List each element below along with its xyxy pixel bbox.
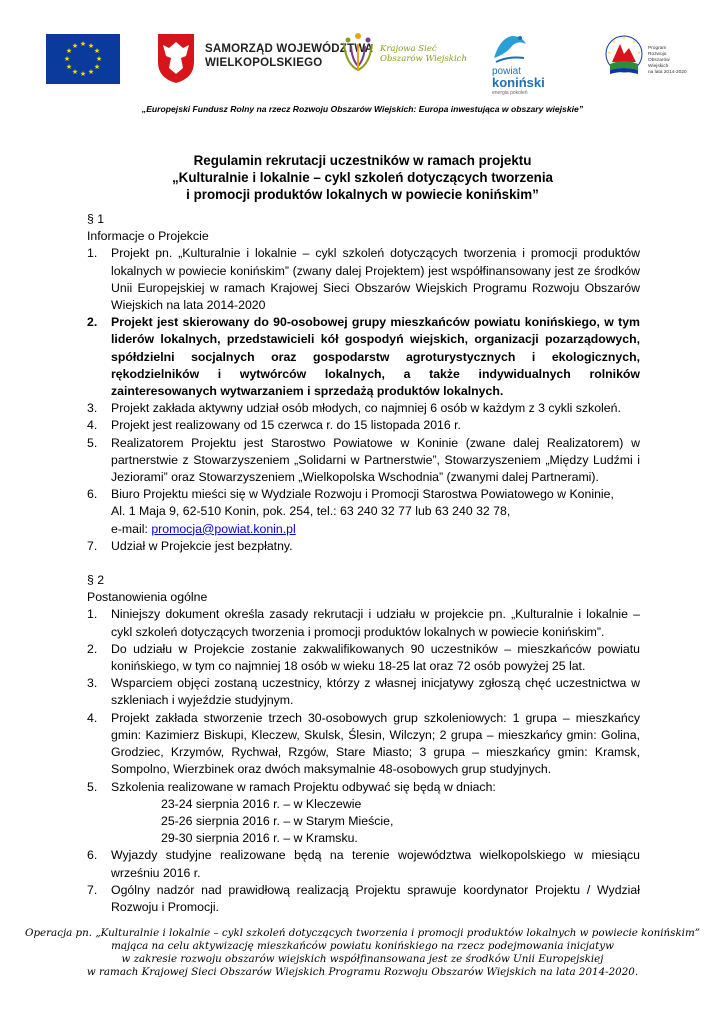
ksow-logo-text <box>380 44 467 64</box>
email-label: e-mail: <box>111 521 152 536</box>
list-item: 7. Udział w Projekcie jest bezpłatny. <box>87 538 293 553</box>
footer-line2: mająca na celu aktywizację mieszkańców powiatu konińskiego na rzecz podejmowania inicjatyw <box>111 940 614 952</box>
ksow-logo-icon <box>338 30 378 76</box>
eafrd-motto: „Europejski Fundusz Rolny na rzecz Rozwoju Obszarów Wiejskich: Europa inwestująca w obszary wiejskie” <box>141 104 584 114</box>
prow-logo-text <box>648 46 687 76</box>
ksow-line1: Krajowa Sieć <box>380 44 437 54</box>
list-item: 2. Projekt jest skierowany do 90-osobowej grupy mieszkańców powiatu konińskiego, w tym liderów lokalnych, przedstawicieli kół gospodyń wiejskich, organizacji pozarządowych, spółdzielni socjalnych oraz gospodarstw agroturystycznych i ekologicznych, rękodzielników i wytwórców lokalnych, a także indywidualnych rolników zainteresowanych wytwarzaniem i sprzedażą produktów lokalnych. <box>87 315 640 399</box>
list-item: 3. Wsparciem objęci zostaną uczestnicy, którzy z własnej inicjatywy zgłoszą chęć uczestnictwa w szkleniach i wyjeździe studyjnym. <box>87 676 640 708</box>
svg-text:★: ★ <box>637 50 641 55</box>
konin-line2: koniński <box>492 75 545 90</box>
eu-flag-logo <box>46 34 120 84</box>
list-item: 5. Szkolenia realizowane w ramach Projektu odbywać się będą w dniach: 23-24 sierpnia 2016 r. – w Kleczewie 25-26 sierpnia 2016 r. – w Starym Mieście, 29-30 sierpnia 2016 r. – w Kramsku. <box>87 779 640 848</box>
konin-line1: powiat <box>492 66 521 77</box>
list-item: 1. Niniejszy dokument określa zasady rekrutacji i udziału w projekcie pn. „Kulturalnie i lokalnie – cykl szkoleń dotyczących tworzenia i promocji produktów lokalnych w powiecie konińskim”. <box>87 607 640 639</box>
svg-text:★: ★ <box>622 35 626 40</box>
prow-line4: Wiejskich <box>648 64 669 69</box>
section1-list <box>87 245 640 555</box>
powiat-koninski-logo-icon <box>490 32 530 64</box>
prow-line2: Rozwoju <box>648 52 667 57</box>
office-address: Al. 1 Maja 9, 62-510 Konin, pok. 254, tel.: 63 240 32 77 lub 63 240 32 78, <box>111 504 511 519</box>
svg-text:★: ★ <box>87 42 95 50</box>
section2-heading: Postanowienia ogólne <box>87 590 208 605</box>
prow-line3: Obszarów <box>648 58 670 63</box>
svg-text:★: ★ <box>95 55 103 63</box>
svg-text:★: ★ <box>63 55 71 63</box>
email-link[interactable]: promocja@powiat.konin.pl <box>151 521 296 536</box>
list-item: 7. Ogólny nadzór nad prawidłową realizacją Projektu sprawuje koordynator Projektu / Wydział Rozwoju i Promocji. <box>87 882 640 914</box>
training-date: 25-26 sierpnia 2016 r. – w Starym Mieście, <box>161 813 394 828</box>
svg-text:★: ★ <box>65 63 73 71</box>
ksow-line2: Obszarów Wiejskich <box>380 54 467 64</box>
samorzad-line1: SAMORZĄD WOJEWÓDZTWA <box>205 43 374 55</box>
powiat-koninski-logo-text <box>492 66 545 99</box>
list-item: 3. Projekt zakłada aktywny udział osób młodych, co najmniej 6 osób w każdym z 3 cykli szkoleń. <box>87 401 621 416</box>
svg-text:★: ★ <box>71 68 79 76</box>
title-line3: i promocji produktów lokalnych w powiecie konińskim” <box>186 187 539 202</box>
training-date: 23-24 sierpnia 2016 r. – w Kleczewie <box>161 796 362 811</box>
prow-line5: na lata 2014-2020 <box>648 70 687 75</box>
wielkopolska-eagle-icon <box>156 32 196 84</box>
list-item: 4. Projekt jest realizowany od 15 czerwca r. do 15 listopada 2016 r. <box>87 418 461 433</box>
section1-heading: Informacje o Projekcie <box>87 229 209 244</box>
footer-line3: w zakresie rozwoju obszarów wiejskich współfinansowana jest ze środków Unii Europejskiej <box>121 953 604 965</box>
svg-text:★: ★ <box>71 42 79 50</box>
svg-text:★: ★ <box>607 50 611 55</box>
konin-line3: energia pokoleń <box>492 90 528 96</box>
list-item: 4. Projekt zakłada stworzenie trzech 30-osobowych grup szkoleniowych: 1 grupa – mieszkańcy gmin: Kazimierz Biskupi, Kleczew, Skulsk, Ślesin, Wilczyn; 2 grupa – mieszkańcy gmin: Golina, Grodziec, Krzymów, Rychwał, Rzgów, Stare Miasto; 3 grupa – mieszkańcy gmin: Kramsk, Sompolno, Wierzbinek oraz dwóch maksymalnie 48-osobowych grup studyjnych. <box>87 710 640 777</box>
list-item: 2. Do udziału w Projekcie zostanie zakwalifikowanych 90 uczestników – mieszkańców powiatu konińskiego, w tym co najmniej 18 osób w wieku 18-25 lat oraz 72 osób powyżej 25 lat. <box>87 641 640 674</box>
prow-logo-icon <box>602 30 646 80</box>
logo-header <box>0 28 725 96</box>
footer-note <box>0 927 725 979</box>
section2-list <box>87 606 640 916</box>
samorzad-line2: WIELKOPOLSKIEGO <box>205 57 323 69</box>
list-item: 5. Realizatorem Projektu jest Starostwo Powiatowe w Koninie (zwane dalej Realizatorem) w partnerstwie z Stowarzyszeniem „Solidarni w Partnerstwie”, Stowarzyszeniem „Między Ludźmi i Jeziorami” oraz Stowarzyszeniem „Wielkopolska Wschodnia” (zwanymi dalej Partnerami). <box>87 435 640 485</box>
title-line2: „Kulturalnie i lokalnie – cykl szkoleń dotyczących tworzenia <box>171 170 553 185</box>
svg-text:★: ★ <box>79 70 87 78</box>
list-item: 6. Biuro Projektu mieści się w Wydziale Rozwoju i Promocji Starostwa Powiatowego w Koninie, Al. 1 Maja 9, 62-510 Konin, pok. 254, tel.: 63 240 32 77 lub 63 240 32 78, e-mail: promocja@powiat.konin.pl <box>87 487 614 536</box>
svg-text:★: ★ <box>612 39 616 44</box>
section1-sign: § 1 <box>87 212 105 226</box>
svg-text:★: ★ <box>93 47 101 55</box>
footer-line1: Operacja pn. „Kulturalnie i lokalnie – cykl szkoleń dotyczących tworzenia i promocji produktów lokalnych w powiecie konińskim” <box>25 927 700 939</box>
document-body <box>87 211 640 916</box>
section2-sign: § 2 <box>87 573 105 588</box>
list-item: 1. Projekt pn. „Kulturalnie i lokalnie – cykl szkoleń dotyczących tworzenia i promocji produktów lokalnych w powiecie konińskim” (zwany dalej Projektem) jest współfinansowany jest ze środków Unii Europejskiej w ramach Krajowej Sieci Obszarów Wiejskich Programu Rozwoju Obszarów Wiejskich na lata 2014-2020 <box>87 246 640 313</box>
svg-text:★: ★ <box>632 39 636 44</box>
training-date: 29-30 sierpnia 2016 r. – w Kramsku. <box>161 831 358 846</box>
footer-line4: w ramach Krajowej Sieci Obszarów Wiejskich Programu Rozwoju Obszarów Wiejskich na lata 2014-2020. <box>86 966 639 978</box>
svg-text:★: ★ <box>87 68 95 76</box>
svg-text:★: ★ <box>79 40 87 48</box>
list-item: 6. Wyjazdy studyjne realizowane będą na terenie województwa wielkopolskiego w miesiącu wrześniu 2016 r. <box>87 848 640 880</box>
prow-line1: Program <box>648 46 667 51</box>
svg-text:★: ★ <box>93 63 101 71</box>
title-line1: Regulamin rekrutacji uczestników w ramach projektu <box>193 153 532 168</box>
svg-text:★: ★ <box>65 47 73 55</box>
document-title <box>0 152 725 203</box>
